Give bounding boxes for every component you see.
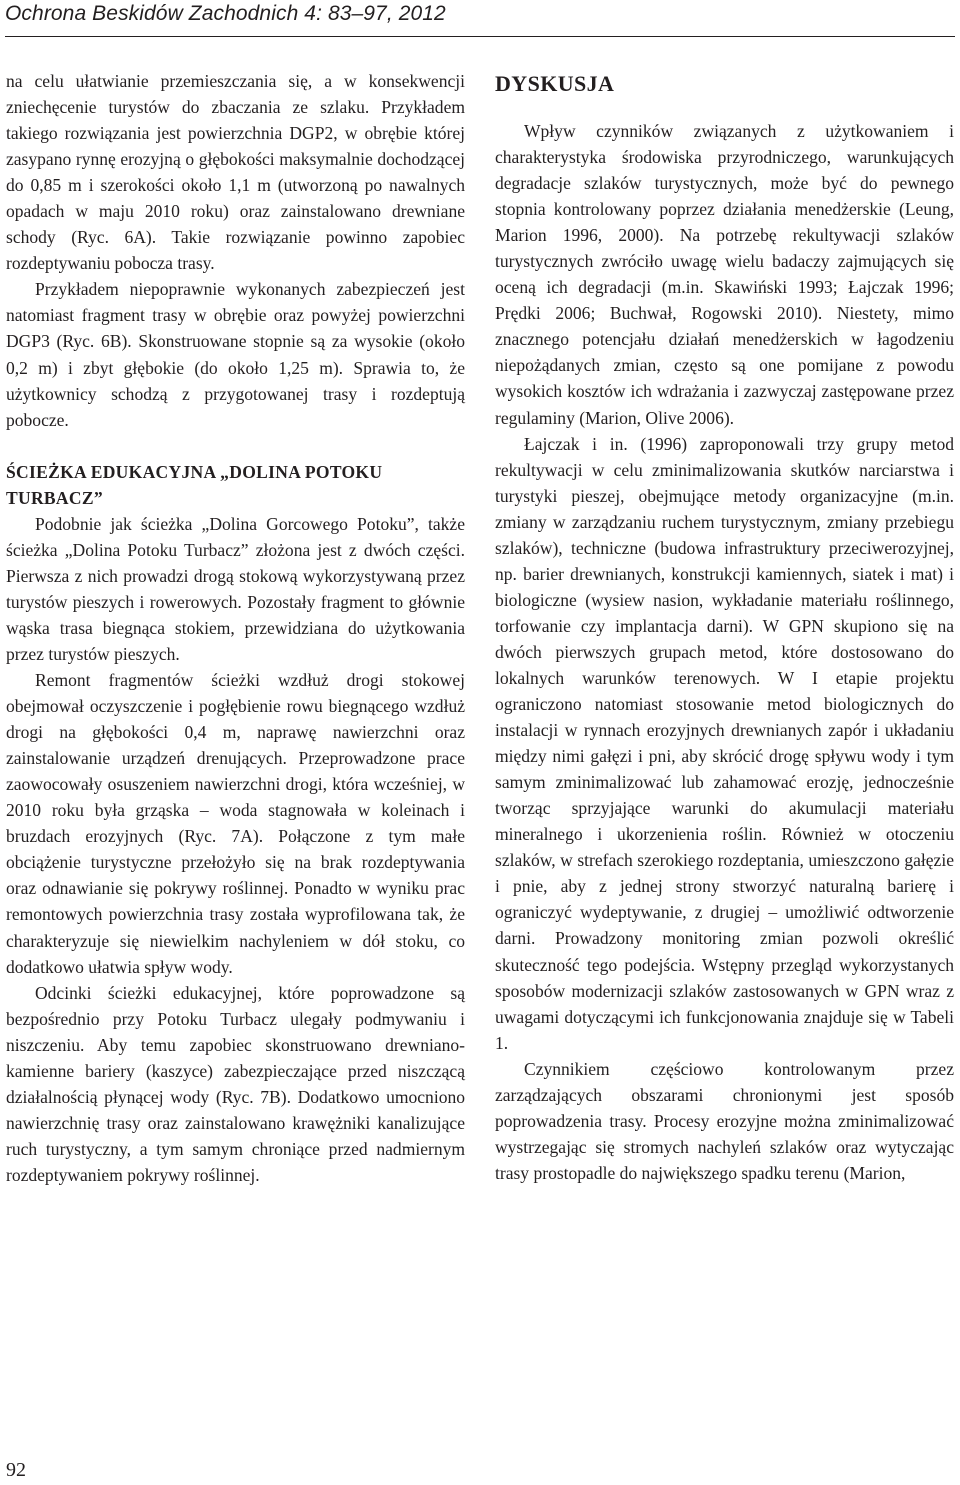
paragraph-left-2: Przykładem niepoprawnie wykonanych zabezpieczeń jest natomiast fragment trasy w obrębie oraz powyżej powierzchni DGP3 (Ryc. 6B). Skonstruowane stopnie są za wysokie (około 0,2 m) i zbyt głębokie (do około 1,25 m). Sprawia to, że użytkownicy schodzą z przygotowanej trasy i rozdeptują pobocze. xyxy=(6,279,465,430)
running-header xyxy=(5,0,955,37)
section-heading-dolina-potoku-turbacz: ŚCIEŻKA EDUKACYJNA „DOLINA POTOKU TURBACZ” xyxy=(6,461,383,508)
paragraph-right-1: Wpływ czynników związanych z użytkowaniem i charakterystyka środowiska przyrodniczego, warunkujących degradacje szlaków turystycznych, może być do pewnego stopnia kontrolowany poprzez działania menedżerskie (Leung, Marion 1996, 2000). Na potrzebę rekultywacji szlaków turystycznych zwróciło uwagę wielu badaczy zajmujących się oceną ich degradacji (m.in. Skawiński 1993; Łajczak 1996; Prędki 2006; Buchwał, Rogowski 2010). Niestety, mimo znacznego potencjału działań menedżerskich w łagodzeniu niepożądanych zmian, często są one pomijane z powodu wysokich kosztów ich wdrażania i zazwyczaj zastępowane przez regulaminy (Marion, Olive 2006). xyxy=(495,121,954,428)
paragraph-left-5: Odcinki ścieżki edukacyjnej, które poprowadzone są bezpośrednio przy Potoku Turbacz ulegały podmywaniu i niszczeniu. Aby temu zapobiec skonstruowano drewniano-kamienne bariery (kaszyce) zabezpieczające przed niszczącą działalnością płynącej wody (Ryc. 7B). Dodatkowo umocniono nawierzchnię trasy oraz zainstalowano krawężniki kanalizujące ruch turystyczny, a tym samym chroniące przed nadmiernym rozdeptywaniem pokrywy roślinnej. xyxy=(6,982,465,1185)
journal-citation: Ochrona Beskidów Zachodnich 4: 83–97, 2012 xyxy=(5,2,446,25)
paragraph-left-4: Remont fragmentów ścieżki wzdłuż drogi stokowej obejmował oczyszczenie i pogłębienie rowu biegnącego wzdłuż drogi na głębokości 0,4 m, naprawę nawierzchni oraz zainstalowanie urządzeń drenujących. Przeprowadzone prace zaowocowały osuszeniem nawierzchni drogi, która wcześniej, w 2010 roku była grząska – woda stagnowała w koleinach i bruzdach erozyjnych (Ryc. 7A). Połączone z tym małe obciążenie turystyczne przełożyło się na brak rozdeptywania oraz odnawianie się pokrywy roślinnej. Ponadto w wyniku prac remontowych powierzchnia trasy została wyprofilowana tak, że charakteryzuje się niewielkim nachyleniem w dół stoku, co dodatkowo ułatwia spływ wody. xyxy=(6,670,465,977)
left-column xyxy=(6,68,465,1188)
paragraph-right-2: Łajczak i in. (1996) zaproponowali trzy grupy metod rekultywacji w celu zminimalizowania skutków narciarstwa i turystyki pieszej, obejmujące metody organizacyjne (m.in. zmiany w zarządzaniu ruchem turystycznym, zmiany przebiegu szlaków), techniczne (budowa infrastruktury przeciwerozyjnej, np. barier drewnianych, konstrukcji kamiennych, siatek i mat) i biologiczne (wysiew nasion, wykładanie materiału roślinnego, torfowanie czy implantacja darni). W GPN skupiono się na dwóch pierwszych grupach metod, które dostosowano do lokalnych warunków terenowych. W I etapie projektu ograniczono natomiast stosowanie metod biologicznych do instalacji w rynnach erozyjnych drewnianych zapór i układaniu między nimi gałęzi i pni, aby skrócić drogę spływu wody i tym samym zminimalizować lub zahamować erozję, jednocześnie tworząc sprzyjające warunki do akumulacji materiału mineralnego i ukorzenienia roślin. Również w otoczeniu szlaków, w strefach szerokiego rozdeptania, umieszczono gałęzie i pnie, aby z jednej strony stworzyć naturalną barierę i ograniczyć wydeptywanie, z drugiej – umożliwić odtworzenie darni. Prowadzony monitoring zmian pozwoli określić skuteczność tego podejścia. Wstępny przegląd wykorzystanych sposobów modernizacji szlaków zastosowanych w GPN wraz z uwagami dotyczącymi ich funkcjonowania znajduje się w Tabeli 1. xyxy=(495,433,954,1053)
section-heading-dyskusja: DYSKUSJA xyxy=(495,71,615,96)
page-number: 92 xyxy=(6,1459,26,1481)
paragraph-right-3: Czynnikiem częściowo kontrolowanym przez zarządzających obszarami chronionymi jest sposób poprowadzenia trasy. Procesy erozyjne można zminimalizować wystrzegając się stromych nachyleń szlaków oraz wytyczając trasy prostopadle do największego spadku terenu (Marion, xyxy=(495,1058,954,1183)
paragraph-left-1: na celu ułatwianie przemieszczania się, a w konsekwencji zniechęcenie turystów do zbaczania ze szlaku. Przykładem takiego rozwiązania jest powierzchnia DGP2, w obrębie której zasypano rynnę erozyjną o głębokości maksymalnie dochodzącej do 0,85 m i szerokości około 1,1 m (utworzoną po nawalnych opadach w maju 2010 roku) oraz zainstalowano drewniane schody (Ryc. 6A). Takie rozwiązanie powinno zapobiec rozdeptywaniu pobocza trasy. xyxy=(6,71,465,274)
paragraph-left-3: Podobnie jak ścieżka „Dolina Gorcowego Potoku”, także ścieżka „Dolina Potoku Turbacz” złożona jest z dwóch części. Pierwsza z nich prowadzi drogą stokową wykorzystywaną przez turystów pieszych i rowerowych. Pozostały fragment to głównie wąska trasa biegnąca stokiem, przewidziana do użytkowania przez turystów pieszych. xyxy=(6,513,465,664)
right-column xyxy=(495,70,954,1186)
